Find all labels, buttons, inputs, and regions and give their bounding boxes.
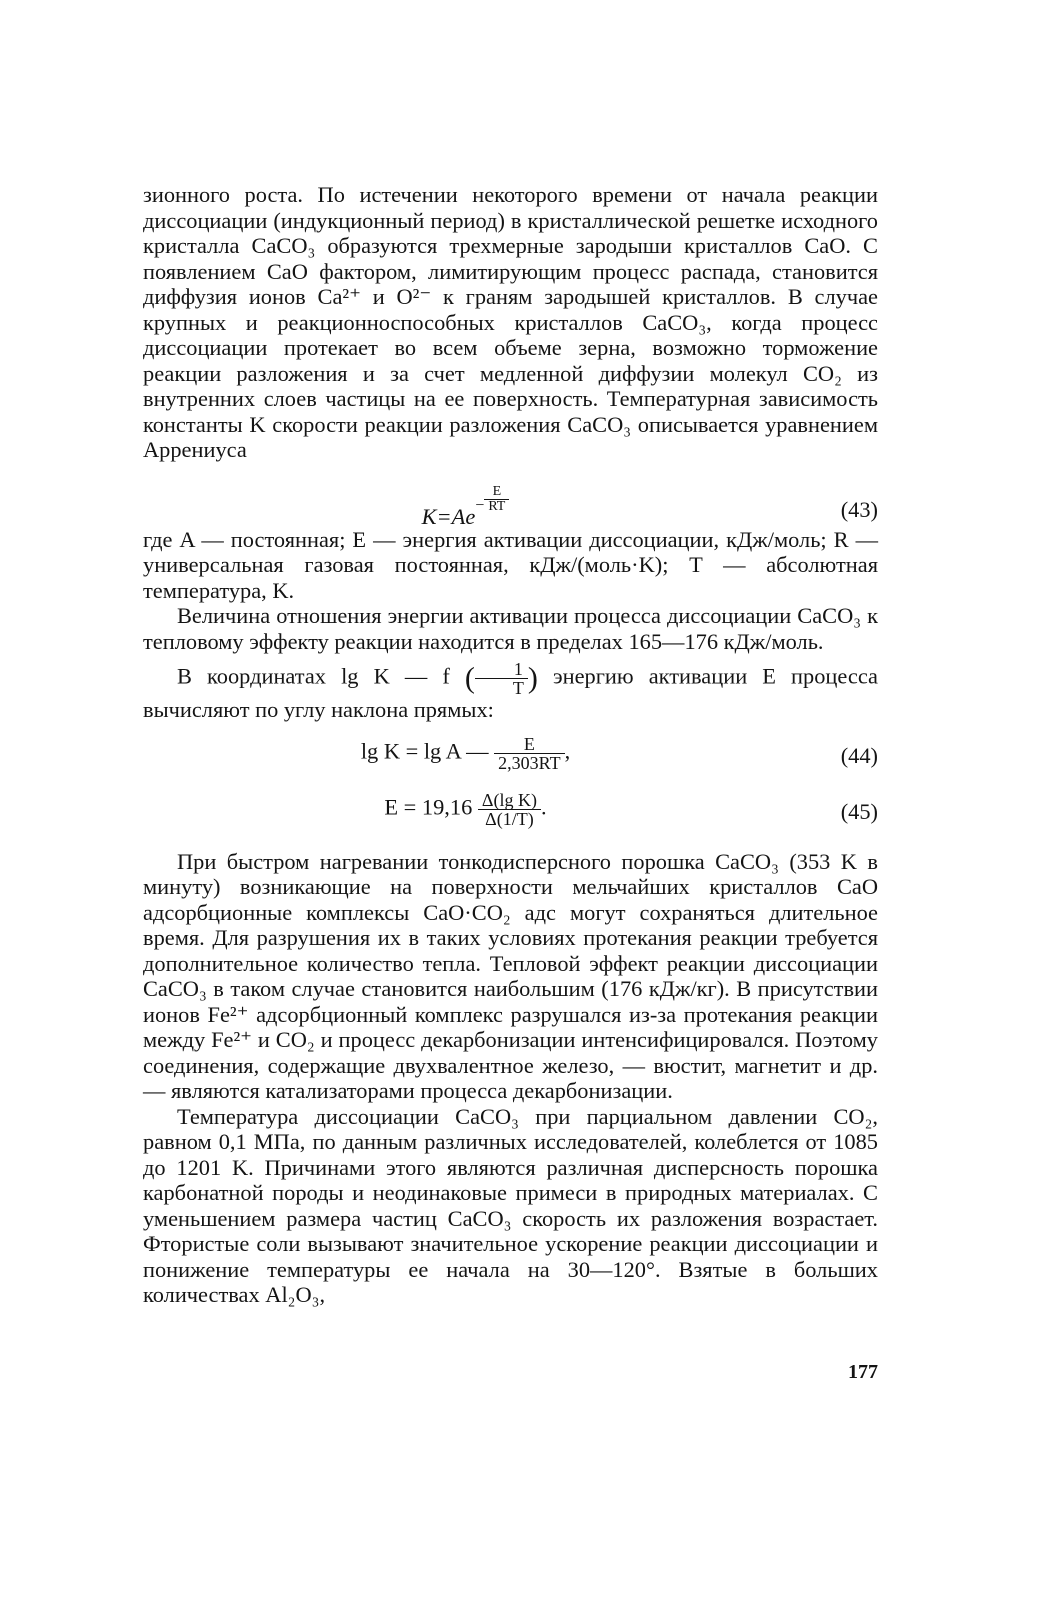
eq45-num: Δ(lg K)	[478, 791, 541, 810]
eq43-exp-num: E	[484, 485, 509, 500]
paragraph-5: При быстром нагревании тонкодисперсного порошка CaCO₃ (353 K в минуту) возникающие на поверхности мельчайших кристаллов CaO адсорбционные комплексы CaO·CO₂ адс могут сохраняться длительное время. Для разрушения их в таких условиях протекания реакции требуется дополнительное количество тепла. Тепловой эффект реакции диссоциации CaCO₃ в таком случае становится наибольшим (176 кДж/кг). В присутствии ионов Fe²⁺ адсорбционный комплекс разрушался из-за протекания реакции между Fe²⁺ и CO₂ и процесс декарбонизации интенсифицировался. Поэтому соединения, содержащие двухвалентное железо, — вюстит, магнетит и др. — являются катализаторами процесса декарбонизации.	[143, 848, 878, 1103]
paragraph-6: Температура диссоциации CaCO₃ при парциальном давлении CO₂, равном 0,1 МПа, по данным различных исследователей, колеблется от 1085 до 1201 K. Причинами этого являются различная дисперсность порошка карбонатной породы и неодинаковые примеси в природных материалах. С уменьшением размера частиц CaCO₃ скорость их разложения возрастает. Фтористые соли вызывают значительное ускорение реакции диссоциации и понижение температуры ее начала на 30—120°. Взятые в больших количествах Al₂O₃,	[143, 1103, 878, 1307]
p4-frac-num: 1	[475, 660, 528, 679]
eq44-tail: ,	[564, 738, 571, 764]
eq45-tail: .	[540, 794, 547, 820]
eq45-lhs: E = 19,16	[384, 794, 473, 820]
page-number: 177	[848, 1361, 878, 1383]
eq43-lhs: K=Ae	[421, 503, 476, 529]
eq45-number: (45)	[840, 798, 878, 824]
eq44-lhs: lg K = lg A —	[360, 738, 489, 764]
eq43-number: (43)	[840, 496, 878, 522]
eq44-den: 2,303RT	[498, 752, 561, 773]
page-text	[143, 182, 878, 1308]
paragraph-4: В координатах lg K — f ( $\frac{1}{T}$ ) энергию активации E процесса вычисляют по углу наклона прямых:	[143, 659, 878, 722]
paragraph-2: где A — постоянная; E — энергия активации диссоциации, кДж/моль; R — универсальная газовая постоянная, кДж/(моль·K); T — абсолютная температура, K.	[143, 526, 878, 603]
p4-lead: В координатах lg K — f	[177, 663, 450, 689]
p4-tail: энергию активации E процесса вычисляют по углу наклона прямых:	[143, 663, 878, 722]
eq44-num: E	[494, 735, 564, 754]
paragraph-3: Величина отношения энергии активации процесса диссоциации CaCO₃ к тепловому эффекту реакции находится в пределах 165—176 кДж/моль.	[143, 603, 878, 654]
paragraph-1: зионного роста. По истечении некоторого времени от начала реакции диссоциации (индукционный период) в кристаллической решетке исходного кристалла CaCO₃ образуются трехмерные зародыши кристаллов CaO. С появлением CaO фактором, лимитирующим процесс распада, становится диффузия ионов Ca²⁺ и O²⁻ к граням зародышей кристаллов. В случае крупных и реакционноспособных кристаллов CaCO₃, когда процесс диссоциации протекает во всем объеме зерна, возможно торможение реакции разложения и за счет медленной диффузии молекул CO₂ из внутренних слоев частицы на ее поверхность. Температурная зависимость константы K скорости реакции разложения CaCO₃ описывается уравнением Аррениуса	[143, 182, 878, 462]
eq43-exp-den: RT	[488, 498, 506, 514]
equation-45	[143, 787, 878, 841]
equation-44	[143, 731, 878, 781]
eq45-den: Δ(1/T)	[485, 808, 534, 829]
equation-43: $K=Ae^{- \frac{E}{RT}}$ (43)	[421, 483, 878, 529]
eq44-number: (44)	[840, 742, 878, 768]
p4-frac-den: T	[512, 678, 524, 698]
